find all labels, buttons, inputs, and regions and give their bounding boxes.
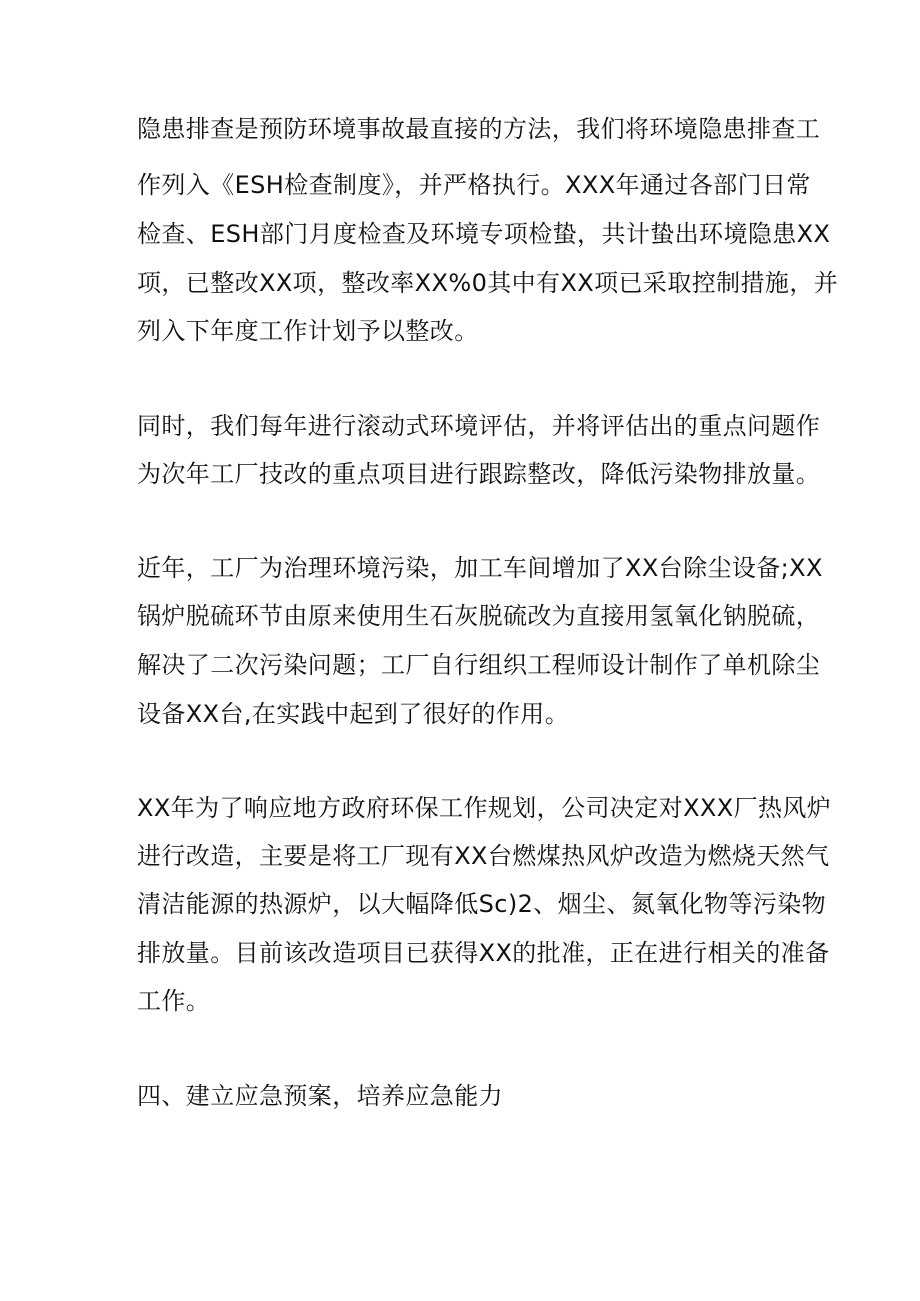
paragraph-3-line-3: 解决了二次污染问题；工厂自行组织工程师设计制作了单机除尘 xyxy=(137,651,821,679)
paragraph-3-line-2: 锅炉脱硫环节由原来使用生石灰脱硫改为直接用氢氧化钠脱硫， xyxy=(137,602,821,630)
paragraph-2-line-1: 同时，我们每年进行滚动式环境评估，并将评估出的重点问题作 xyxy=(137,412,821,440)
paragraph-3-line-4: 设备XX台,在实践中起到了很好的作用。 xyxy=(137,700,570,728)
paragraph-1-line-1: 隐患排查是预防环境事故最直接的方法，我们将环境隐患排查工 xyxy=(137,115,821,143)
paragraph-1-line-4: 项，已整改XX项，整改率XX%0其中有XX项已采取控制措施，并 xyxy=(137,269,839,297)
paragraph-4-line-4: 排放量。目前该改造项目已获得XX的批准，正在进行相关的准备 xyxy=(137,939,830,967)
paragraph-2-line-2: 为次年工厂技改的重点项目进行跟踪整改，降低污染物排放量。 xyxy=(137,460,821,488)
paragraph-4-line-3: 清洁能源的热源炉，以大幅降低Sc)2、烟尘、氮氧化物等污染物 xyxy=(137,890,827,918)
paragraph-4-line-2: 进行改造，主要是将工厂现有XX台燃煤热风炉改造为燃烧天然气 xyxy=(137,842,830,870)
paragraph-1-line-2: 作列入《ESH检查制度》，并严格执行。XXX年通过各部门日常 xyxy=(137,171,811,199)
paragraph-3-line-1: 近年，工厂为治理环境污染，加工车间增加了XX台除尘设备;XX xyxy=(137,554,823,582)
section-heading: 四、建立应急预案，培养应急能力 xyxy=(137,1082,503,1110)
paragraph-4-line-5: 工作。 xyxy=(137,987,211,1015)
paragraph-4-line-1: XX年为了响应地方政府环保工作规划，公司决定对XXX厂热风炉 xyxy=(137,794,832,822)
paragraph-1-line-5: 列入下年度工作计划予以整改。 xyxy=(137,317,479,345)
paragraph-1-line-3: 检查、ESH部门月度检查及环境专项检蛰，共计蛰出环境隐患XX xyxy=(137,220,831,248)
